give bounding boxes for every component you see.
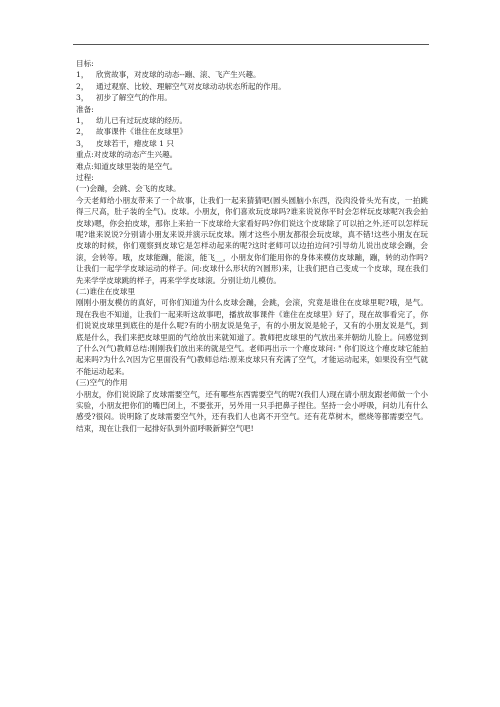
prep-text: 皮球若干，瘪皮球 1 只 (96, 138, 175, 148)
section-paragraph: 今天老师给小朋友带来了一个故事，让我们一起来猜猜吧(圆头圆脑小东西，没肉没骨头光有皮，一拍跳得三尺高，肚子装的全气)。皮球。小朋友，你们喜欢玩皮球吗?谁来说说你平时会怎样玩皮球呢?(我会拍皮球)嗯，你会拍皮球，那你上来拍一下皮球给大家看好吗?你们说这个皮球除了可以拍之外,还可以怎样玩呢?谁来说说?分别请小朋友来说并演示玩皮球。刚才这些小朋友都很会玩皮球，真不错!这些小朋友在玩皮球的时候，你们观察到皮球它是怎样动起来的呢?这时老师可以边拍边问?引导幼儿说出皮球会蹦，会滚，会转等。哦，皮球能蹦，能滚，能飞__，小朋友你们能用你的身体来模仿皮球蹦，蹦，转的动作吗?让我们一起学学皮球运动的样子。问:皮球什么形状的?(圆形)来，让我们把自己变成一个皮球，现在我们先来学学皮球跳的样子，再来学学皮球滚。分别让幼儿模仿。 (76, 195, 428, 285)
prep-heading: 准备: (76, 104, 94, 114)
section-paragraph: 小朋友，你们说说除了皮球需要空气，还有哪些东西需要空气的呢?(我们人)现在请小朋友跟老师做一个小实验，小朋友把你们的嘴巴闭上，不要张开，另外用一只手把鼻子捏住。坚持一会小呼吸，问幼儿有什么感受?很闷。说明除了皮球需要空气外，还有我们人也离不开空气。还有花草树木，燃烧等都需要空气。结束，现在让我们一起排好队到外面呼吸新鲜空气吧! (76, 389, 428, 433)
prep-number: 1， (76, 115, 89, 125)
header-rule (73, 44, 429, 45)
goal-text: 初步了解空气的作用。 (96, 93, 172, 103)
goal-item (76, 69, 428, 80)
key-point: 重点:对皮球的动态产生兴趣。 (76, 150, 178, 160)
goal-text: 欣赏故事，对皮球的动态--蹦、滚、飞产生兴趣。 (96, 70, 261, 80)
goal-number: 2， (76, 81, 89, 91)
prep-item (76, 138, 428, 149)
section-title: (一)会蹦，会跳、会飞的皮球。 (76, 184, 181, 194)
prep-item (76, 115, 428, 126)
goal-number: 3， (76, 93, 89, 103)
goals-heading: 目标: (76, 59, 94, 68)
goal-item (76, 92, 428, 103)
goal-item (76, 81, 428, 92)
section-title: (二)谁住在皮球里 (76, 286, 136, 296)
prep-text: 幼儿已有过玩皮球的经历。 (96, 115, 188, 125)
process-heading: 过程: (76, 172, 94, 182)
prep-number: 3， (76, 138, 89, 148)
difficulty: 难点:知道皮球里装的是空气。 (76, 161, 178, 171)
prep-text: 故事课件《谁住在皮球里》 (96, 127, 188, 137)
prep-item (76, 126, 428, 137)
document-body (76, 58, 428, 434)
goal-text: 通过观察、比较、理解空气对皮球动动状态所起的作用。 (96, 81, 286, 91)
prep-number: 2， (76, 127, 89, 137)
goal-number: 1， (76, 70, 89, 80)
section-title: (三)空气的作用 (76, 378, 128, 388)
section-paragraph: 刚刚小朋友模仿的真好，可你们知道为什么皮球会蹦，会跳，会滚，究竟是谁住在皮球里呢?哦，是气。现在我也不知道，让我们一起来听这故事吧，播放故事课件《谁住在皮球里》好了，现在故事看完了，你们说说皮球里到底住的是什么呢?有的小朋友说是兔子，有的小朋友说是轮子，又有的小朋友说是气，到底是什么，我们来把皮球里面的气给放出来就知道了。教师把皮球里的气放出来并朝幼儿脸上。问感觉到了什么?(气)教师总结:刚刚我们放出来的就是空气。老师再出示一个瘪皮球问: " 你们说这个瘪皮球它能拍起来吗?为什么?(因为它里面没有气)教师总结:原来皮球只有充满了空气，才能运动起来，如果没有空气就不能运动起来。 (76, 298, 428, 376)
